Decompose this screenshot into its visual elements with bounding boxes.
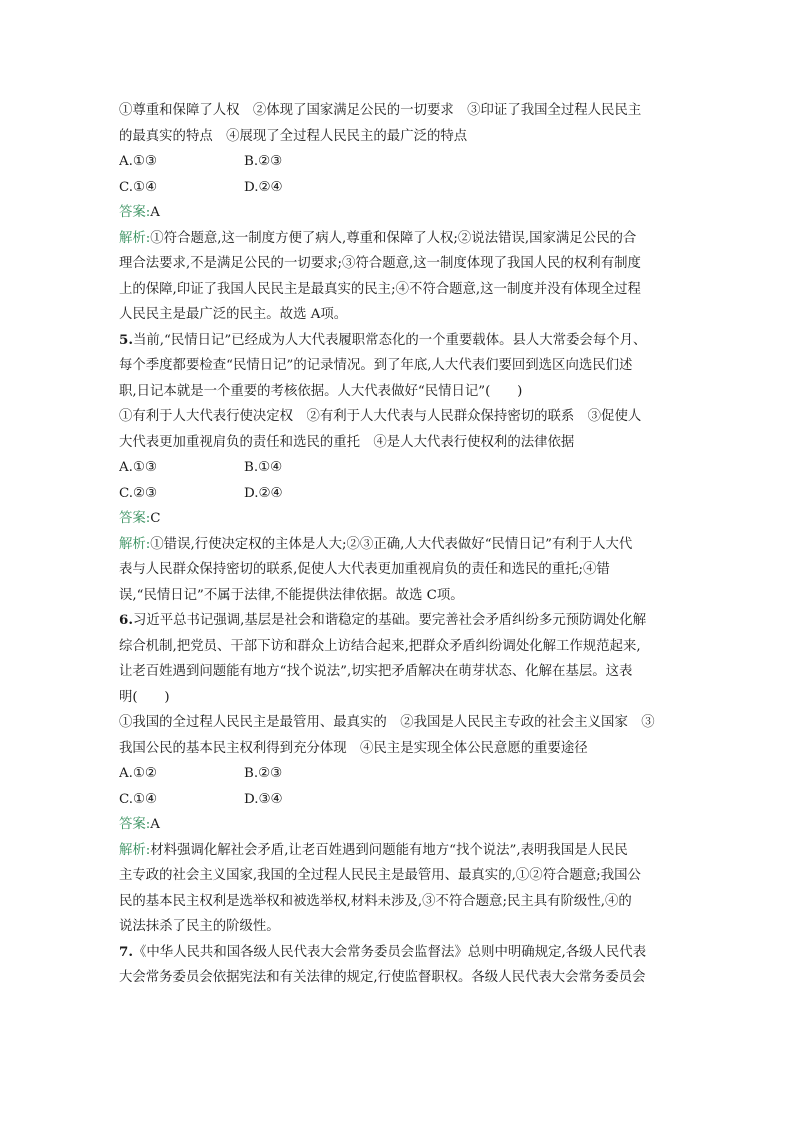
q5-analysis-label: 解析: bbox=[119, 536, 151, 552]
q4-analysis-line-3: 上的保障,印证了我国人民民主是最真实的民主;④不符合题意,这一制度并没有体现全过程 bbox=[119, 281, 641, 297]
q6-analysis-line-4: 说法抹杀了民主的阶级性。 bbox=[119, 919, 280, 934]
q4-choices-line-2: 的最真实的特点 ④展现了全过程人民民主的最广泛的特点 bbox=[119, 128, 468, 144]
q6-analysis-line-1 bbox=[119, 838, 684, 864]
q5-option-d: D.②④ bbox=[244, 485, 283, 501]
q4-analysis-line-2: 理合法要求,不是满足公民的一切要求;③符合题意,这一制度体现了我国人民的权利有制度 bbox=[119, 256, 641, 271]
q4-option-b: B.②③ bbox=[244, 154, 283, 169]
q5-options-row-1 bbox=[119, 455, 684, 481]
q4-option-a: A.①③ bbox=[119, 154, 157, 169]
q5-stem-line-2: 每个季度都要检查“民情日记”的记录情况。到了年底,人大代表们要回到选区向选民们述 bbox=[119, 358, 633, 373]
q4-options-row-1 bbox=[119, 149, 684, 175]
q5-stem-line-3: 职,日记本就是一个重要的考核依据。人大代表做好“民情日记”( ) bbox=[119, 383, 523, 399]
q5-answer bbox=[119, 506, 684, 532]
q4-option-d: D.②④ bbox=[244, 179, 283, 195]
q6-answer-value: A bbox=[150, 817, 160, 832]
q6-option-c: C.①④ bbox=[119, 791, 158, 807]
q5-analysis-line-1 bbox=[119, 532, 684, 558]
q5-answer-label: 答案: bbox=[119, 511, 151, 526]
q6-analysis-line-2: 主专政的社会主义国家,我国的全过程人民民主是最管用、最真实的,①②符合题意;我国公 bbox=[119, 868, 641, 883]
q5-option-c: C.②③ bbox=[119, 485, 158, 501]
q4-analysis-line-4: 人民民主是最广泛的民主。故选 A项。 bbox=[119, 307, 348, 322]
q7-stem-line-2: 大会常务委员会依据宪法和有关法律的规定,行使监督职权。各级人民代表大会常务委员会 bbox=[119, 970, 646, 985]
q6-number: 6. bbox=[119, 612, 133, 628]
q4-analysis-label: 解析: bbox=[119, 230, 151, 246]
q6-analysis-line-3: 民的基本民主权利是选举权和被选举权,材料未涉及,③不符合题意;民主具有阶级性,④的 bbox=[119, 893, 632, 909]
q7-number: 7. bbox=[119, 943, 133, 960]
q5-choices-line-2: 大代表更加重视肩负的责任和选民的重托 ④是人大代表行使权利的法律依据 bbox=[119, 434, 575, 450]
q4-option-c: C.①④ bbox=[119, 179, 158, 195]
q5-options-row-2 bbox=[119, 481, 684, 507]
q6-stem-line-1 bbox=[119, 608, 684, 634]
q6-options-row-2 bbox=[119, 787, 684, 813]
q6-choices-line-2: 我国公民的基本民主权利得到充分体现 ④民主是实现全体公民意愿的重要途径 bbox=[119, 740, 588, 756]
q5-option-b: B.①④ bbox=[244, 460, 283, 475]
q4-answer-value: A bbox=[150, 205, 160, 220]
q4-analysis-line-1 bbox=[119, 226, 684, 252]
q5-answer-value: C bbox=[150, 511, 161, 526]
q5-analysis-line-2: 表与人民群众保持密切的联系,促使人大代表更加重视肩负的责任和选民的重托;④错 bbox=[119, 562, 610, 577]
q5-choices-line-1: ①有利于人大代表行使决定权 ②有利于人大代表与人民群众保持密切的联系 ③促使人 bbox=[119, 409, 642, 424]
q5-analysis-text-1: ①错误,行使决定权的主体是人大;②③正确,人大代表做好“民情日记”有利于人大代 bbox=[150, 536, 633, 552]
q4-analysis-text-1: ①符合题意,这一制度方便了病人,尊重和保障了人权;②说法错误,国家满足公民的合 bbox=[150, 230, 637, 246]
q5-stem-line-1 bbox=[119, 328, 684, 354]
q6-stem-line-2: 综合机制,把党员、干部下访和群众上访结合起来,把群众矛盾纠纷调处化解工作规范起来, bbox=[119, 638, 641, 654]
q5-number: 5. bbox=[119, 331, 133, 348]
q7-stem-text-1: 《中华人民共和国各级人民代表大会常务委员会监督法》总则中明确规定,各级人民代表 bbox=[132, 944, 647, 960]
q5-analysis-line-3: 误,“民情日记”不属于法律,不能提供法律依据。故选 C项。 bbox=[119, 587, 464, 603]
q6-stem-line-4: 明( ) bbox=[119, 689, 170, 705]
q5-option-a: A.①③ bbox=[119, 460, 157, 475]
q6-choices-line-1: ①我国的全过程人民民主是最管用、最真实的 ②我国是人民民主专政的社会主义国家 ③ bbox=[119, 715, 655, 730]
q4-choices-line-1: ①尊重和保障了人权 ②体现了国家满足公民的一切要求 ③印证了我国全过程人民民主 bbox=[119, 103, 642, 118]
q6-answer-label: 答案: bbox=[119, 817, 151, 832]
q6-answer bbox=[119, 812, 684, 838]
q6-option-a: A.①② bbox=[119, 766, 157, 781]
q7-stem-line-1 bbox=[119, 940, 684, 966]
q4-answer-label: 答案: bbox=[119, 205, 151, 220]
q6-stem-line-3: 让老百姓遇到问题能有地方“找个说法”,切实把矛盾解决在萌芽状态、化解在基层。这表 bbox=[119, 664, 633, 679]
q6-option-d: D.③④ bbox=[244, 791, 283, 807]
q6-analysis-label: 解析: bbox=[119, 842, 151, 858]
q6-options-row-1 bbox=[119, 761, 684, 787]
q6-analysis-text-1: 材料强调化解社会矛盾,让老百姓遇到问题能有地方“找个说法”,表明我国是人民民 bbox=[150, 842, 628, 858]
q6-option-b: B.②③ bbox=[244, 766, 283, 781]
q4-answer bbox=[119, 200, 684, 226]
q4-options-row-2 bbox=[119, 175, 684, 201]
q6-stem-text-1: 习近平总书记强调,基层是社会和谐稳定的基础。要完善社会矛盾纠纷多元预防调处化解 bbox=[132, 613, 647, 628]
q5-stem-text-1: 当前,“民情日记”已经成为人大代表履职常态化的一个重要载体。县人大常委会每个月、 bbox=[132, 332, 647, 348]
